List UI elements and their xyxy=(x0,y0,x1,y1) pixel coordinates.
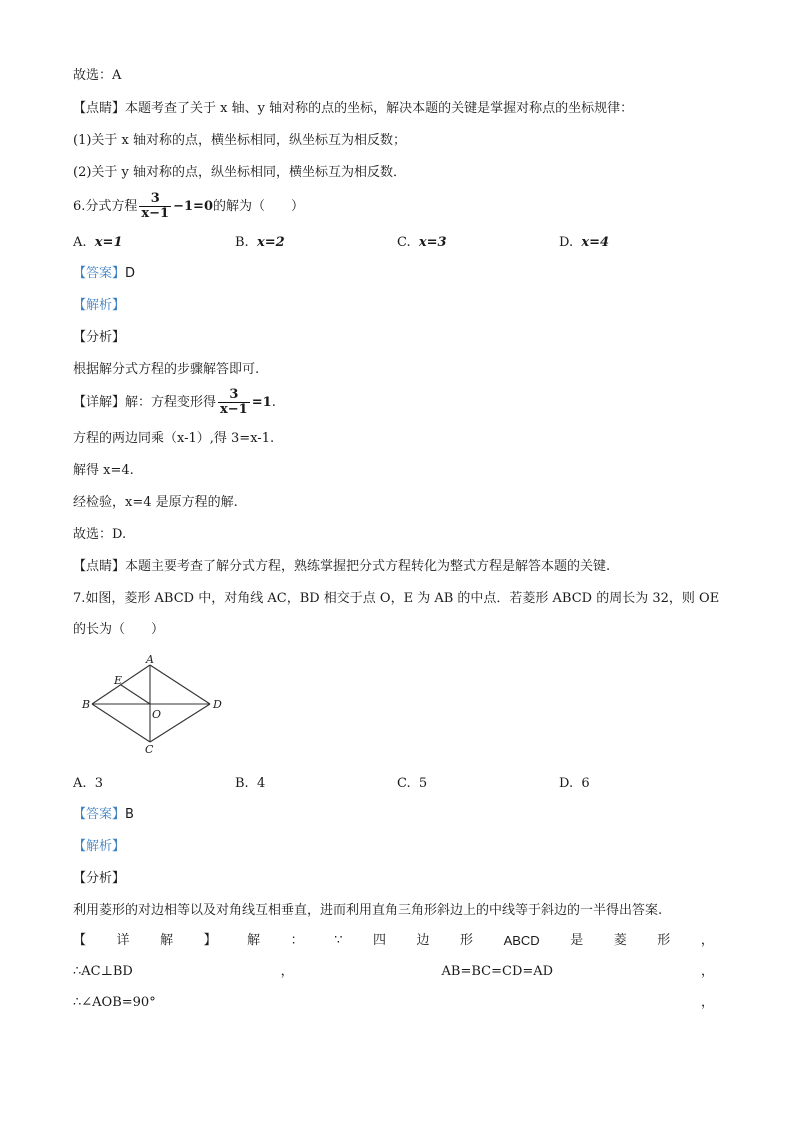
label-a: A xyxy=(146,653,154,666)
rhombus-figure xyxy=(78,652,228,756)
q7-option-a: A. 3 xyxy=(73,776,104,791)
q7-answer-tag: 【答案】 xyxy=(73,807,126,822)
q6-fraction-denominator: x−1 xyxy=(141,206,170,221)
label-b: B xyxy=(82,698,91,711)
q6-prefix: 6.分式方程 xyxy=(73,199,138,214)
label-o: O xyxy=(152,708,162,721)
q7-option-c: C. 5 xyxy=(397,776,428,791)
q6-equation-rest: −1=0 xyxy=(173,199,213,214)
rule-line-1: (1)关于 x 轴对称的点，横坐标相同，纵坐标互为相反数； xyxy=(73,133,407,148)
q6-detail-line: 【详解】解：方程变形得 $\frac{3}{x-1}$ =1. xyxy=(73,387,276,417)
rule-line-2: (2)关于 y 轴对称的点，纵坐标相同，横坐标互为相反数． xyxy=(73,165,407,180)
comment-tag: 【点睛】 xyxy=(73,101,126,116)
q7-fenxi-text: 利用菱形的对边相等以及对角线互相垂直，进而利用直角三角形斜边上的中线等于斜边的一半得出答案. xyxy=(73,903,663,918)
q6-answer-tag: 【答案】 xyxy=(73,266,126,281)
q6-detail-fraction: $\frac{3}{x-1}$ xyxy=(220,387,248,417)
q7-detail-row: 【 详 解 】 解 ： ∵ 四 边 形 ABCD 是 菱 形 ， xyxy=(73,933,714,948)
label-e: E xyxy=(114,674,123,687)
q6-point-text: 本题主要考查了解分式方程，熟练掌握把分式方程转化为整式方程是解答本题的关键. xyxy=(125,559,611,574)
previous-answer: 故选：A xyxy=(73,68,122,83)
label-c: C xyxy=(145,743,154,756)
q6-option-c: C. x=3 xyxy=(397,235,447,250)
comment-line xyxy=(73,99,633,119)
label-d: D xyxy=(213,698,222,711)
q6-step-2: 解得 x=4. xyxy=(73,463,134,478)
q6-detail-text: 解：方程变形得 xyxy=(125,395,217,410)
q7-fenxi-tag: 【分析】 xyxy=(73,871,126,886)
q6-step-4: 故选：D. xyxy=(73,527,127,542)
q6-option-b: B. x=2 xyxy=(235,235,285,250)
q6-fraction-numerator: 3 xyxy=(139,192,171,207)
q6-suffix: 的解为（ ） xyxy=(213,199,305,214)
side-cb xyxy=(92,704,150,742)
q6-answer: D xyxy=(125,266,136,281)
q7-option-b: B. 4 xyxy=(235,776,266,791)
q7-answer-line xyxy=(73,805,134,825)
previous-answer-line xyxy=(73,66,121,86)
q6-detail-tag: 【详解】 xyxy=(73,395,126,410)
q6-point-line xyxy=(73,557,610,577)
q6-stem xyxy=(73,190,304,224)
q6-fenxi-tag: 【分析】 xyxy=(73,330,126,345)
q6-option-d: D. x=4 xyxy=(559,235,610,250)
q7-stem-line-1: 7.如图，菱形 ABCD 中，对角线 AC，BD 相交于点 O，E 为 AB 的中点．若菱形 ABCD 的周长为 32，则 OE xyxy=(73,591,720,606)
q7-stem-line-2: 的长为（ ） xyxy=(73,622,165,637)
q6-option-a: A. x=1 xyxy=(73,235,123,250)
q6-step-1: 方程的两边同乘（x-1）,得 3=x-1. xyxy=(73,431,275,446)
q6-point-tag: 【点睛】 xyxy=(73,559,126,574)
q6-fraction xyxy=(139,192,171,221)
q7-answer: B xyxy=(125,807,134,822)
side-ad xyxy=(150,665,210,704)
q7-analysis-tag: 【解析】 xyxy=(73,839,126,854)
q6-detail-eq: =1 xyxy=(251,395,272,410)
q6-analysis-tag: 【解析】 xyxy=(73,298,126,313)
q7-row-3: ∴∠AOB=90° ， xyxy=(73,995,714,1010)
comment-text: 本题考查了关于 x 轴、y 轴对称的点的坐标，解决本题的关键是掌握对称点的坐标规律： xyxy=(125,101,634,116)
q7-option-d: D. 6 xyxy=(559,776,590,791)
segment-oe xyxy=(121,685,150,704)
q6-step-3: 经检验，x=4 是原方程的解. xyxy=(73,495,238,510)
q6-fenxi-text: 根据解分式方程的步骤解答即可. xyxy=(73,362,260,377)
q6-answer-line xyxy=(73,264,135,284)
q7-row-2: ∴AC⊥BD ， AB=BC=CD=AD ， xyxy=(73,964,714,979)
